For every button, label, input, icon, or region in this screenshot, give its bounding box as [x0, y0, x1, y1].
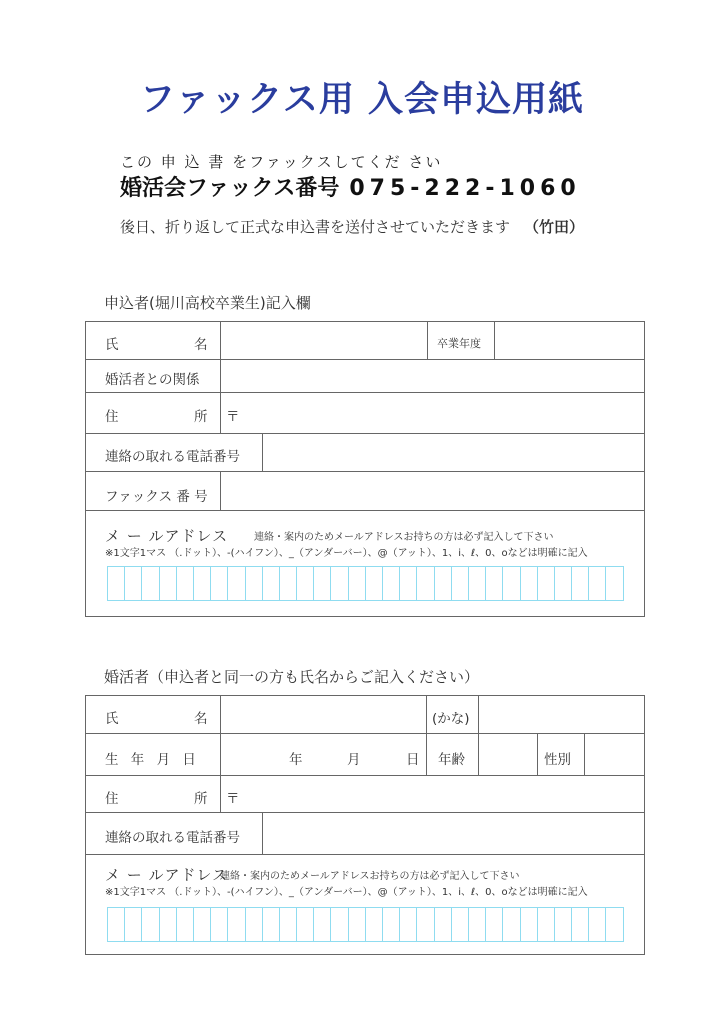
- email-char-cell[interactable]: [142, 566, 159, 601]
- email-char-cell[interactable]: [435, 907, 452, 942]
- email-char-cell[interactable]: [572, 907, 589, 942]
- email-char-cell[interactable]: [108, 907, 125, 942]
- column-divider: [262, 433, 263, 471]
- applicant-fax-field[interactable]: [222, 473, 642, 509]
- member-email-grid[interactable]: [107, 907, 624, 942]
- fax-number-label: 婚活会ファックス番号: [120, 176, 340, 201]
- row-divider: [86, 392, 644, 393]
- email-label: メ ー ルアドレス: [105, 866, 229, 884]
- email-label: メ ー ルアドレス: [105, 527, 229, 545]
- address-label-second: 所: [194, 791, 208, 807]
- email-char-cell[interactable]: [538, 566, 555, 601]
- email-char-cell[interactable]: [349, 566, 366, 601]
- email-char-cell[interactable]: [452, 566, 469, 601]
- email-char-cell[interactable]: [435, 566, 452, 601]
- postal-mark: 〒: [226, 409, 240, 425]
- label-column-divider: [220, 322, 221, 433]
- row-divider: [86, 733, 644, 734]
- email-char-cell[interactable]: [160, 907, 177, 942]
- applicant-email-grid[interactable]: [107, 566, 624, 601]
- email-note: 連絡・案内のためメールアドレスお持ちの方は必ず記入して下さい: [220, 871, 520, 882]
- member-section-title: 婚活者（申込者と同一の方も氏名からご記入ください）: [104, 668, 480, 686]
- fax-instruction: この 申 込 書 をファックスしてくだ さい: [120, 153, 443, 171]
- email-char-cell[interactable]: [142, 907, 159, 942]
- email-rule: ※1文字1マス （.ドット）、-(ハイフン）、_（アンダーバー）、@（アット）、1、i、ℓ、0、oなどは明確に記入: [105, 887, 588, 898]
- email-char-cell[interactable]: [589, 907, 606, 942]
- email-char-cell[interactable]: [160, 566, 177, 601]
- name-label-second: 名: [194, 711, 208, 727]
- email-char-cell[interactable]: [211, 907, 228, 942]
- grad-year-field[interactable]: [496, 323, 642, 358]
- email-char-cell[interactable]: [521, 566, 538, 601]
- email-char-cell[interactable]: [366, 566, 383, 601]
- name-label-first: 氏: [105, 337, 119, 353]
- applicant-phone-field[interactable]: [264, 435, 642, 470]
- email-char-cell[interactable]: [606, 907, 623, 942]
- email-char-cell[interactable]: [383, 566, 400, 601]
- email-char-cell[interactable]: [331, 566, 348, 601]
- row-divider: [86, 471, 644, 472]
- phone-label: 連絡の取れる電話番号: [105, 449, 240, 465]
- email-char-cell[interactable]: [366, 907, 383, 942]
- email-char-cell[interactable]: [125, 907, 142, 942]
- address-label-first: 住: [105, 409, 119, 425]
- address-label-first: 住: [105, 791, 119, 807]
- email-char-cell[interactable]: [297, 566, 314, 601]
- grad-year-label: 卒業年度: [437, 337, 481, 350]
- follow-up-text: 後日、折り返して正式な申込書を送付させていただきます: [120, 218, 511, 236]
- age-label: 年齢: [438, 752, 465, 768]
- row-divider: [86, 359, 644, 360]
- email-char-cell[interactable]: [469, 907, 486, 942]
- email-char-cell[interactable]: [486, 907, 503, 942]
- email-char-cell[interactable]: [589, 566, 606, 601]
- kana-label: (かな): [432, 711, 470, 727]
- member-kana-field[interactable]: [480, 697, 642, 732]
- column-divider: [426, 696, 427, 775]
- member-address-field[interactable]: [222, 777, 642, 811]
- email-char-cell[interactable]: [246, 566, 263, 601]
- relation-label: 婚活者との関係: [105, 372, 200, 388]
- email-char-cell[interactable]: [572, 566, 589, 601]
- column-divider: [537, 733, 538, 775]
- row-divider: [86, 433, 644, 434]
- address-label-second: 所: [194, 409, 208, 425]
- email-char-cell[interactable]: [400, 907, 417, 942]
- email-char-cell[interactable]: [469, 566, 486, 601]
- contact-person: （竹田）: [524, 218, 585, 236]
- gender-label: 性別: [544, 752, 571, 768]
- email-char-cell[interactable]: [280, 566, 297, 601]
- email-char-cell[interactable]: [400, 566, 417, 601]
- email-char-cell[interactable]: [503, 907, 520, 942]
- email-char-cell[interactable]: [452, 907, 469, 942]
- member-phone-field[interactable]: [264, 814, 642, 853]
- label-column-divider: [220, 696, 221, 812]
- member-form-table: [85, 695, 645, 955]
- email-char-cell[interactable]: [349, 907, 366, 942]
- email-char-cell[interactable]: [228, 907, 245, 942]
- month-unit: 月: [347, 752, 361, 768]
- email-char-cell[interactable]: [297, 907, 314, 942]
- email-char-cell[interactable]: [555, 566, 572, 601]
- email-char-cell[interactable]: [280, 907, 297, 942]
- email-char-cell[interactable]: [194, 907, 211, 942]
- email-char-cell[interactable]: [417, 566, 434, 601]
- page-title: ファックス用 入会申込用紙: [139, 80, 585, 120]
- phone-label: 連絡の取れる電話番号: [105, 830, 240, 846]
- email-char-cell[interactable]: [177, 907, 194, 942]
- email-char-cell[interactable]: [555, 907, 572, 942]
- email-char-cell[interactable]: [503, 566, 520, 601]
- column-divider: [584, 733, 585, 775]
- email-char-cell[interactable]: [486, 566, 503, 601]
- gender-field[interactable]: [586, 735, 642, 774]
- email-note: 連絡・案内のためメールアドレスお持ちの方は必ず記入して下さい: [254, 532, 554, 543]
- column-divider: [478, 696, 479, 775]
- row-divider: [86, 812, 644, 813]
- name-label-first: 氏: [105, 711, 119, 727]
- name-label-second: 名: [194, 337, 208, 353]
- row-divider: [86, 854, 644, 855]
- email-char-cell[interactable]: [246, 907, 263, 942]
- year-unit: 年: [289, 752, 303, 768]
- email-char-cell[interactable]: [417, 907, 434, 942]
- email-char-cell[interactable]: [606, 566, 623, 601]
- email-char-cell[interactable]: [383, 907, 400, 942]
- birthdate-field[interactable]: [222, 735, 425, 774]
- email-char-cell[interactable]: [228, 566, 245, 601]
- birthdate-label: 生 年 月 日: [105, 752, 200, 768]
- email-char-cell[interactable]: [108, 566, 125, 601]
- applicant-form-table: [85, 321, 645, 617]
- email-char-cell[interactable]: [521, 907, 538, 942]
- age-field[interactable]: [480, 735, 536, 774]
- email-char-cell[interactable]: [177, 566, 194, 601]
- email-rule: ※1文字1マス （.ドット）、-(ハイフン）、_（アンダーバー）、@（アット）、1、i、ℓ、0、oなどは明確に記入: [105, 548, 588, 559]
- row-divider: [86, 775, 644, 776]
- follow-up-note: [120, 216, 584, 237]
- email-char-cell[interactable]: [314, 907, 331, 942]
- day-unit: 日: [406, 752, 420, 768]
- email-char-cell[interactable]: [538, 907, 555, 942]
- applicant-address-field[interactable]: [222, 394, 642, 432]
- column-divider: [262, 812, 263, 854]
- email-char-cell[interactable]: [194, 566, 211, 601]
- email-char-cell[interactable]: [125, 566, 142, 601]
- member-name-field[interactable]: [222, 697, 425, 732]
- email-char-cell[interactable]: [314, 566, 331, 601]
- column-divider: [220, 471, 221, 510]
- row-divider: [86, 510, 644, 511]
- relation-field[interactable]: [222, 361, 642, 391]
- email-char-cell[interactable]: [211, 566, 228, 601]
- fax-number-line: [120, 171, 581, 202]
- applicant-section-title: 申込者(堀川高校卒業生)記入欄: [104, 294, 311, 312]
- applicant-name-field[interactable]: [222, 323, 426, 358]
- fax-label: ファックス 番 号: [105, 489, 208, 505]
- column-divider: [494, 322, 495, 359]
- email-char-cell[interactable]: [263, 566, 280, 601]
- column-divider: [427, 322, 428, 359]
- email-char-cell[interactable]: [331, 907, 348, 942]
- email-char-cell[interactable]: [263, 907, 280, 942]
- postal-mark: 〒: [226, 791, 240, 807]
- fax-number: 075-222-1060: [349, 176, 581, 201]
